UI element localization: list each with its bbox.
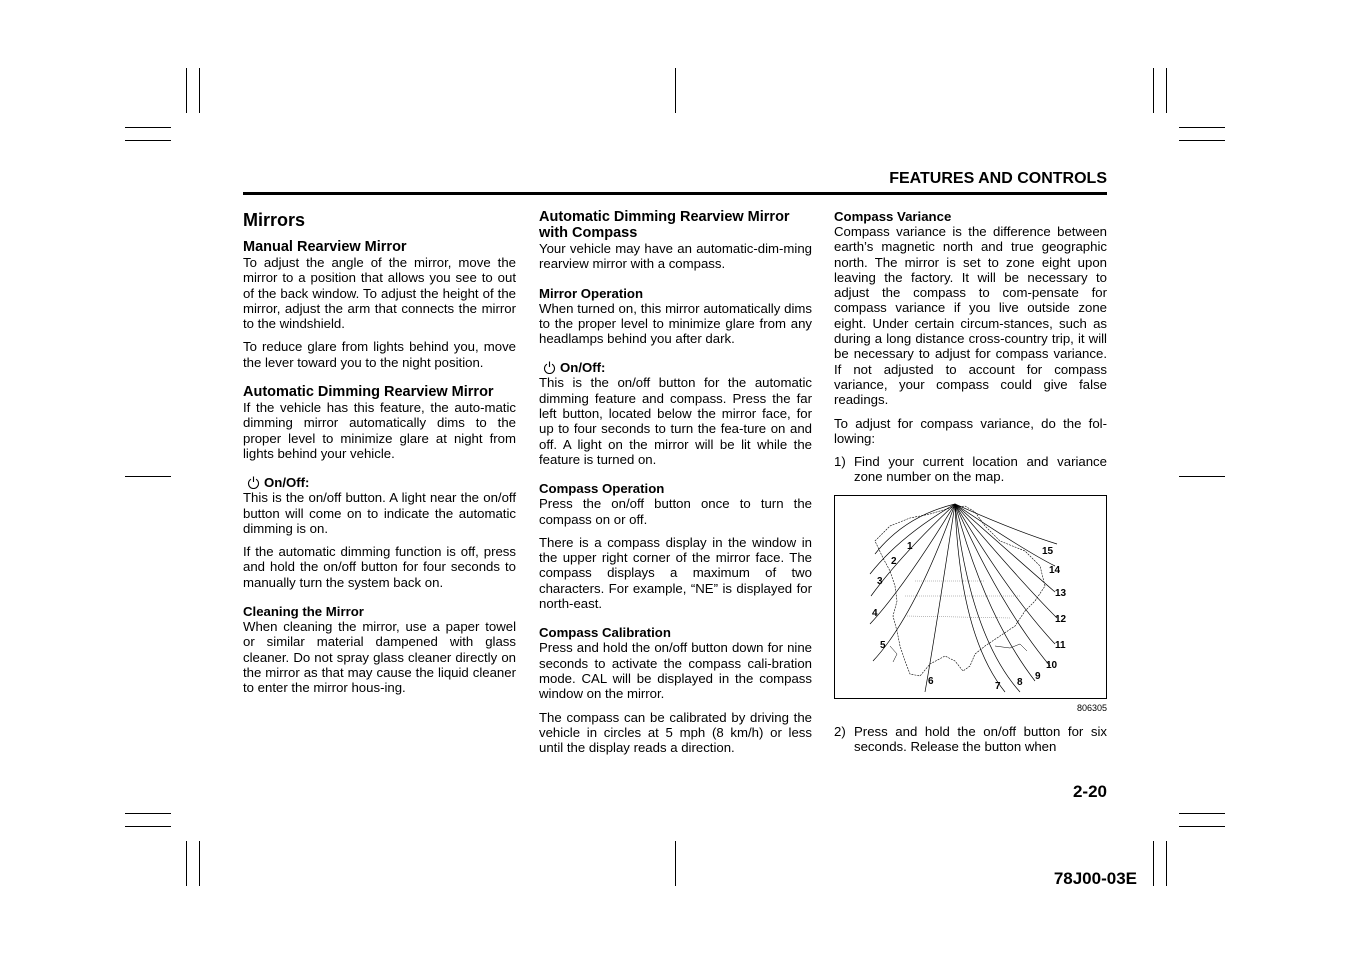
compass-operation-paragraph: There is a compass display in the window in the upper right corner of the mirror face. The compass displays a maximum of two characters. For example, “NE” is displayed for north-east.	[539, 534, 812, 612]
onoff-paragraph: If the automatic dimming function is off, press and hold the on/off button for four seconds to manually turn the system back on.	[243, 544, 516, 590]
compass-variance-paragraph: To adjust for compass variance, do the fol-lowing:	[834, 415, 1107, 446]
zone-label: 6	[928, 675, 934, 687]
document-code: 78J00-03E	[1053, 869, 1137, 888]
crop-mark	[125, 127, 171, 128]
compass-calibration-paragraph: The compass can be calibrated by driving the vehicle in circles at 5 mph (8 km/h) or less until the display reads a direction.	[539, 709, 812, 756]
auto-dimming-heading: Automatic Dimming Rearview Mirror	[243, 384, 494, 401]
zone-label: 10	[1046, 659, 1058, 671]
onoff-paragraph: This is the on/off button for the automatic dimming feature and compass. Press the far left button, located below the mirror face, for up to four seconds to turn the fea-ture on and off. A light on the mirror will be lit while the feature is turned on.	[539, 375, 812, 467]
cleaning-heading: Cleaning the Mirror	[243, 604, 364, 620]
crop-mark	[1179, 813, 1225, 814]
page-number: 2-20	[1072, 782, 1107, 801]
zone-label: 1	[907, 540, 913, 552]
manual-mirror-paragraph: To reduce glare from lights behind you, move the lever toward you to the night position.	[243, 339, 516, 370]
mirror-operation-paragraph: When turned on, this mirror automatically dims to the proper level to minimize glare from any headlamps behind you after dark.	[539, 300, 812, 347]
list-item: 2) Press and hold the on/off button for six seconds. Release the button when	[834, 724, 1107, 755]
crop-mark	[1166, 841, 1167, 886]
zone-label: 13	[1055, 587, 1067, 599]
compass-calibration-heading: Compass Calibration	[539, 625, 671, 641]
onoff-paragraph: This is the on/off button. A light near the on/off button will come on to indicate the automatic dimming is on.	[243, 490, 516, 536]
figure-code: 806305	[1076, 702, 1107, 713]
crop-mark	[675, 841, 676, 886]
crop-mark	[1179, 140, 1225, 141]
page-title: Mirrors	[243, 210, 306, 230]
zone-label: 5	[880, 639, 886, 651]
crop-mark	[1153, 841, 1154, 886]
crop-mark	[125, 826, 171, 827]
crop-mark	[199, 68, 200, 113]
zone-label: 15	[1042, 545, 1054, 557]
steps-list	[834, 724, 1107, 755]
compass-calibration-paragraph: Press and hold the on/off button down for nine seconds to activate the compass cali-bration mode. CAL will be displayed in the compass window on the mirror.	[539, 640, 812, 702]
zone-label: 14	[1049, 564, 1061, 576]
column-middle	[539, 209, 812, 755]
manual-mirror-heading: Manual Rearview Mirror	[243, 239, 407, 255]
column-right	[834, 209, 1107, 755]
section-title: FEATURES AND CONTROLS	[889, 170, 1107, 187]
crop-mark	[125, 140, 171, 141]
onoff-label: On/Off:	[264, 475, 310, 491]
manual-mirror-paragraph: To adjust the angle of the mirror, move the mirror to a position that allows you see to out of the back window. To adjust the height of the mirror, adjust the arm that connects the mirror to the windshield.	[243, 255, 516, 332]
cleaning-paragraph: When cleaning the mirror, use a paper towel or similar material dampened with glass cleaner. Do not spray glass cleaner directly on the mirror as that may cause the liquid cleaner to enter the mirror hous-ing.	[243, 619, 516, 696]
zone-label: 2	[891, 555, 897, 567]
onoff-label-row	[243, 475, 516, 490]
crop-mark	[186, 68, 187, 113]
crop-mark	[186, 841, 187, 886]
zone-label: 3	[877, 575, 883, 587]
crop-mark	[1153, 68, 1154, 113]
crop-mark	[675, 68, 676, 113]
crop-mark	[125, 476, 171, 477]
crop-mark	[1166, 68, 1167, 113]
crop-mark	[1179, 476, 1225, 477]
crop-mark	[1179, 826, 1225, 827]
compass-variance-heading: Compass Variance	[834, 209, 952, 224]
compass-mirror-intro: Your vehicle may have an automatic-dim-ming rearview mirror with a compass.	[539, 241, 812, 272]
column-left	[243, 209, 516, 696]
power-icon	[543, 361, 556, 374]
zone-label: 4	[872, 607, 878, 619]
zone-label: 9	[1035, 670, 1041, 682]
crop-mark	[125, 813, 171, 814]
auto-dimming-paragraph: If the vehicle has this feature, the auto-matic dimming mirror automatically dims to the proper level to minimize glare at night from lights behind your vehicle.	[243, 400, 516, 461]
zone-label: 12	[1055, 613, 1067, 625]
mirror-operation-heading: Mirror Operation	[539, 285, 644, 301]
zone-label: 7	[995, 680, 1001, 692]
variance-zone-map	[834, 495, 1107, 699]
zone-label: 8	[1017, 676, 1023, 688]
steps-list	[834, 454, 1107, 485]
zone-label: 11	[1055, 639, 1066, 651]
header-rule	[243, 192, 1107, 195]
compass-operation-paragraph: Press the on/off button once to turn the compass on or off.	[539, 496, 812, 527]
onoff-label: On/Off:	[560, 360, 606, 376]
list-item: 1) Find your current location and variance zone number on the map.	[834, 454, 1107, 485]
compass-operation-heading: Compass Operation	[539, 481, 665, 497]
compass-mirror-heading: Automatic Dimming Rearview Mirror with Compass	[539, 209, 790, 241]
crop-mark	[199, 841, 200, 886]
power-icon	[247, 476, 260, 489]
onoff-label-row	[539, 360, 812, 375]
crop-mark	[1179, 127, 1225, 128]
compass-variance-paragraph: Compass variance is the difference between earth’s magnetic north and true geographic north. The mirror is set to zone eight upon leaving the factory. It will be necessary to adjust the compass to com-pensate for compass variance if you live outside zone eight. Under certain circum-stances, such as during a long distance cross-country trip, it will be necessary to adjust for compass variance. If not adjusted to account for compass variance, your compass could give false readings.	[834, 224, 1107, 408]
